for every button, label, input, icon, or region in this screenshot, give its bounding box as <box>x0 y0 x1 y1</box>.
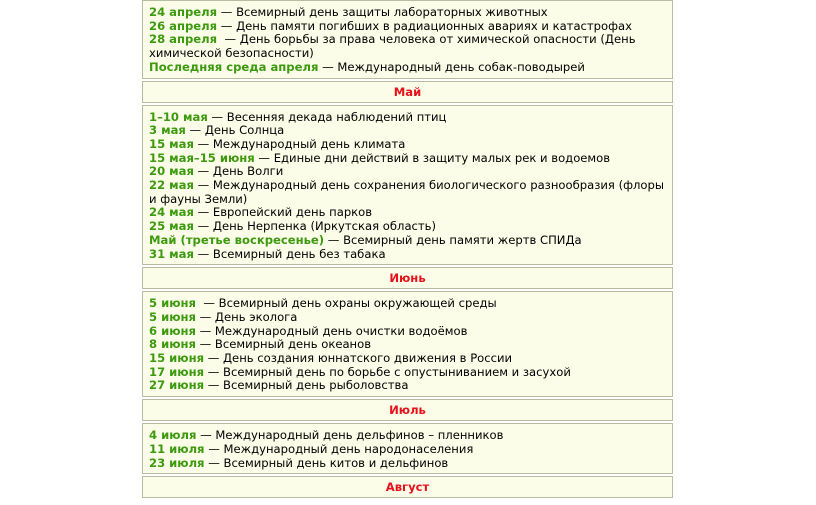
event-date: 8 июня <box>149 337 196 352</box>
event-description: День борьбы за права человека от химической опасности (День химической безопасности) <box>149 32 636 61</box>
events-list <box>143 106 672 265</box>
event-item <box>149 366 666 380</box>
event-item <box>149 179 666 206</box>
event-item <box>149 297 666 311</box>
event-date: 26 апреля <box>149 18 218 33</box>
event-separator: — <box>185 123 205 138</box>
event-item <box>149 379 666 393</box>
event-date: 4 июля <box>149 428 197 443</box>
event-description: Всемирный день охраны окружающей среды <box>218 296 497 311</box>
event-item <box>149 6 666 20</box>
event-description: Международный день собак-поводырей <box>337 59 585 74</box>
events-list <box>143 1 672 78</box>
events-list <box>143 424 672 473</box>
event-description: День Волги <box>212 164 284 179</box>
event-date: 3 мая <box>149 123 186 138</box>
event-item <box>149 220 666 234</box>
event-date: 28 апреля <box>149 32 218 47</box>
event-description: Всемирный день китов и дельфинов <box>223 455 449 470</box>
eco-calendar-table <box>142 0 673 500</box>
event-description: День памяти погибших в радиационных авариях и катастрофах <box>236 18 633 33</box>
event-description: Всемирный день памяти жертв СПИДа <box>343 232 582 247</box>
event-item <box>149 206 666 220</box>
month-header: Июнь <box>142 267 673 289</box>
event-separator: — <box>254 150 274 165</box>
event-description: День создания юннатского движения в России <box>223 351 513 366</box>
event-date: 15 мая–15 июня <box>149 150 255 165</box>
event-date: 25 мая <box>149 219 194 234</box>
event-separator: — <box>318 59 338 74</box>
event-separator: — <box>324 232 344 247</box>
event-item <box>149 338 666 352</box>
event-description: Весенняя декада наблюдений птиц <box>226 109 447 124</box>
events-cell <box>142 105 673 266</box>
event-separator: — <box>204 441 224 456</box>
event-description: Всемирный день рыболовства <box>223 378 409 393</box>
event-item <box>149 311 666 325</box>
event-description: Всемирный день защиты лабораторных животных <box>236 5 548 19</box>
events-cell <box>142 0 673 79</box>
event-separator: — <box>193 178 213 193</box>
event-date: 17 июня <box>149 364 205 379</box>
event-item <box>149 234 666 248</box>
event-separator: — <box>193 219 213 234</box>
event-item <box>149 20 666 34</box>
event-date: 22 мая <box>149 178 194 193</box>
event-separator: — <box>204 364 223 379</box>
event-description: Всемирный день без табака <box>212 246 386 261</box>
event-description: Международный день дельфинов – пленников <box>215 428 504 443</box>
event-date: 1–10 мая <box>149 109 208 124</box>
event-separator: — <box>204 378 223 393</box>
event-item <box>149 165 666 179</box>
event-description: Международный день очистки водоёмов <box>214 323 468 338</box>
event-item <box>149 429 666 443</box>
month-header: Июль <box>142 399 673 421</box>
event-date: 20 мая <box>149 164 194 179</box>
event-separator: — <box>217 18 237 33</box>
month-header: Август <box>142 476 673 498</box>
event-date: 6 июня <box>149 323 196 338</box>
event-date: 15 июня <box>149 351 205 366</box>
event-description: День Солнца <box>204 123 285 138</box>
event-date: 24 апреля <box>149 5 218 19</box>
event-item <box>149 124 666 138</box>
event-item <box>149 138 666 152</box>
event-description: Всемирный день океанов <box>214 337 372 352</box>
event-date: 11 июля <box>149 441 205 456</box>
event-date: 5 июня <box>149 296 196 311</box>
event-date: Последняя среда апреля <box>149 59 319 74</box>
event-separator: — <box>195 337 215 352</box>
event-description: Международный день климата <box>212 136 406 151</box>
event-date: 23 июля <box>149 455 205 470</box>
event-separator: — <box>217 5 237 19</box>
event-item <box>149 325 666 339</box>
event-separator: — <box>195 323 215 338</box>
event-item <box>149 248 666 262</box>
event-description: Международный день сохранения биологического разнообразия (флоры и фауны Земли) <box>149 178 665 206</box>
event-separator: — <box>195 309 215 324</box>
event-item <box>149 352 666 366</box>
event-description: День эколога <box>214 309 298 324</box>
event-date: 27 июня <box>149 378 205 393</box>
event-description: Международный день народонаселения <box>223 441 474 456</box>
events-cell <box>142 423 673 474</box>
event-item <box>149 152 666 166</box>
month-header: Май <box>142 81 673 103</box>
event-description: Всемирный день по борьбе с опустыниванием и засухой <box>223 364 571 379</box>
event-item <box>149 443 666 457</box>
event-item <box>149 111 666 125</box>
event-separator: — <box>217 32 240 47</box>
event-separator: — <box>204 351 223 366</box>
event-date: Май (третье воскресенье) <box>149 232 325 247</box>
event-separator: — <box>193 246 213 261</box>
event-separator: — <box>193 205 213 220</box>
event-date: 15 мая <box>149 136 194 151</box>
event-separator: — <box>195 296 219 311</box>
event-description: Единые дни действий в защиту малых рек и водоемов <box>273 150 611 165</box>
event-date: 31 мая <box>149 246 194 261</box>
event-item <box>149 457 666 471</box>
events-list <box>143 292 672 396</box>
event-description: Европейский день парков <box>212 205 373 220</box>
event-separator: — <box>193 136 213 151</box>
events-cell <box>142 291 673 397</box>
event-item <box>149 61 666 75</box>
event-date: 24 мая <box>149 205 194 220</box>
event-separator: — <box>207 109 227 124</box>
event-date: 5 июня <box>149 309 196 324</box>
event-separator: — <box>204 455 224 470</box>
event-separator: — <box>196 428 216 443</box>
event-description: День Нерпенка (Иркутская область) <box>212 219 437 234</box>
event-separator: — <box>193 164 213 179</box>
event-item <box>149 33 666 60</box>
